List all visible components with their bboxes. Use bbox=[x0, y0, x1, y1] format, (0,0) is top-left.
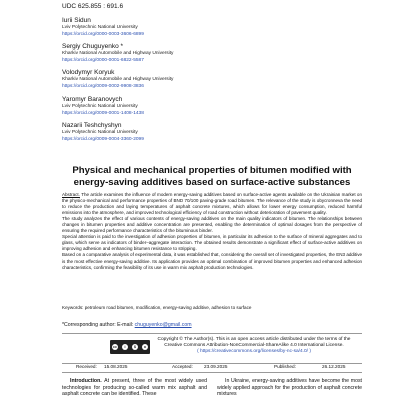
cc-by-nc-sa-badge-icon[interactable]: cc i $ o bbox=[110, 340, 150, 354]
author-block bbox=[62, 96, 362, 117]
author-block bbox=[62, 43, 362, 64]
published-date: 26.12.2025 bbox=[322, 364, 346, 369]
article-body bbox=[62, 378, 362, 400]
abstract-text: The article examines the influence of modern energy-saving additives based on surface-active agents available on the Ukrainian market on the physico-mechanical and performance properties of BND 70/100 paving-grade road bitumen. The relevance of the study is obycronneva the need to reduce the production and laying temperatures of asphalt concrete mixtures, which allows for lower energy consumption, reduced harmful emissions into the atmosphere, and improved technological efficiency of road construction without deterioration of pavement quality. bbox=[62, 192, 362, 216]
author-orcid-link[interactable]: https://orcid.org/0000-0003-3606-6899 bbox=[62, 32, 144, 37]
accepted-date: 23.09.2025 bbox=[204, 364, 228, 369]
author-affiliation: Lviv Polytechnic National University bbox=[62, 103, 138, 109]
article-dates bbox=[62, 364, 362, 372]
author-name: Yaromyr Baranovych bbox=[62, 95, 123, 103]
author-name: Nazarii Teshchyshyn bbox=[62, 121, 122, 129]
abstract-paragraph: Special attention is paid to the investigation of adhesion properties of bitumen, in particular its adhesion to the surface of mineral aggregates and to glass, which serve as indicators of binder–aggregate interaction. The obtained results demonstrate a significant effect of surface-active additives on improving adhesion and enhancing bitumen resistance to stripping. bbox=[62, 234, 362, 252]
corresponding-label: *Corresponding author: E-mail: bbox=[62, 322, 135, 328]
author-orcid-link[interactable]: https://orcid.org/0009-0004-3360-2099 bbox=[62, 136, 144, 142]
author-name: Sergiy Chuguyenko * bbox=[62, 43, 124, 51]
accepted-label: Accepted: bbox=[172, 364, 193, 369]
license-block bbox=[62, 336, 362, 363]
divider bbox=[62, 333, 362, 334]
author-orcid-link[interactable]: https://orcid.org/0009-0002-9908-3836 bbox=[62, 84, 144, 90]
license-line: Copyright © The Author(s). This is an open access article distributed under the terms of the bbox=[157, 337, 351, 342]
section-heading: Introduction. bbox=[70, 378, 102, 384]
abstract-paragraph: The study analyzes the effect of various contents of energy-saving additives on the main quality indicators of bitumen. The relationships between changes in bitumen properties and additive concentration are presented, enabling the determination of optimal dosages from the perspective of ensuring the required performance characteristics of the bituminous binder. bbox=[62, 216, 362, 234]
divider bbox=[62, 372, 362, 373]
body-column-right: In Ukraine, energy-saving additives have become the most widely applied approach for the production of asphalt concrete mixtures bbox=[217, 378, 362, 398]
author-affiliation: Lviv Polytechnic National University bbox=[62, 25, 138, 30]
keywords: Keywords: petroleum road bitumen, modification, energy-saving additive, adhesion to surface bbox=[62, 305, 252, 310]
author-affiliation: Kharkiv National Automobile and Highway University bbox=[62, 51, 174, 57]
author-name: Volodymyr Koryuk bbox=[62, 69, 115, 77]
author-list bbox=[62, 17, 362, 148]
author-orcid-link[interactable]: https://orcid.org/0000-0001-6822-5587 bbox=[62, 58, 144, 64]
abstract-paragraph: Based on a comparative analysis of experimental data, it was established that, considering the overall set of investigated properties, the EN3 additive is the most effective energy-saving additive. Its application provides an optimal combination of improved bitumen properties and enhanced adhesion characteristics, confirming the feasibility of its use in warm mix asphalt production technologies. bbox=[62, 252, 362, 270]
abstract bbox=[62, 192, 362, 271]
received-date: 15.08.2025 bbox=[104, 364, 128, 369]
license-link[interactable]: ( https://creativecommons.org/licenses/by-nc-sa/4.0/ ) bbox=[197, 349, 311, 355]
paper-title: Physical and mechanical properties of bitumen modified with energy-saving additives based on surface-active substances bbox=[72, 165, 352, 188]
received-label: Received: bbox=[76, 364, 97, 369]
license-line: Creative Commons Attribution-NonCommercial-ShareAlike 4.0 International License. bbox=[164, 343, 344, 349]
author-orcid-link[interactable]: https://orcid.org/0009-0001-1408-1438 bbox=[62, 110, 144, 116]
abstract-paragraph bbox=[62, 192, 362, 216]
udc-code: UDC 625.855 : 691.6 bbox=[62, 3, 124, 10]
body-text: At present, three of the most widely used technologies for producing so-called warm mix asphalt and asphalt concrete can be identified. These bbox=[62, 378, 207, 398]
author-block bbox=[62, 17, 362, 38]
license-text bbox=[154, 337, 354, 356]
author-name: Iurii Sidun bbox=[62, 17, 91, 24]
body-column-left bbox=[62, 378, 207, 398]
author-block bbox=[62, 69, 362, 90]
corresponding-email-link[interactable]: chuguyenko@gmail.com bbox=[134, 322, 192, 328]
published-label: Published: bbox=[274, 364, 296, 369]
author-affiliation: Kharkiv National Automobile and Highway University bbox=[62, 77, 174, 83]
author-block bbox=[62, 122, 362, 143]
author-affiliation: Lviv Polytechnic National University bbox=[62, 129, 138, 135]
abstract-label: Abstract. bbox=[62, 192, 80, 197]
corresponding-author bbox=[62, 322, 362, 328]
